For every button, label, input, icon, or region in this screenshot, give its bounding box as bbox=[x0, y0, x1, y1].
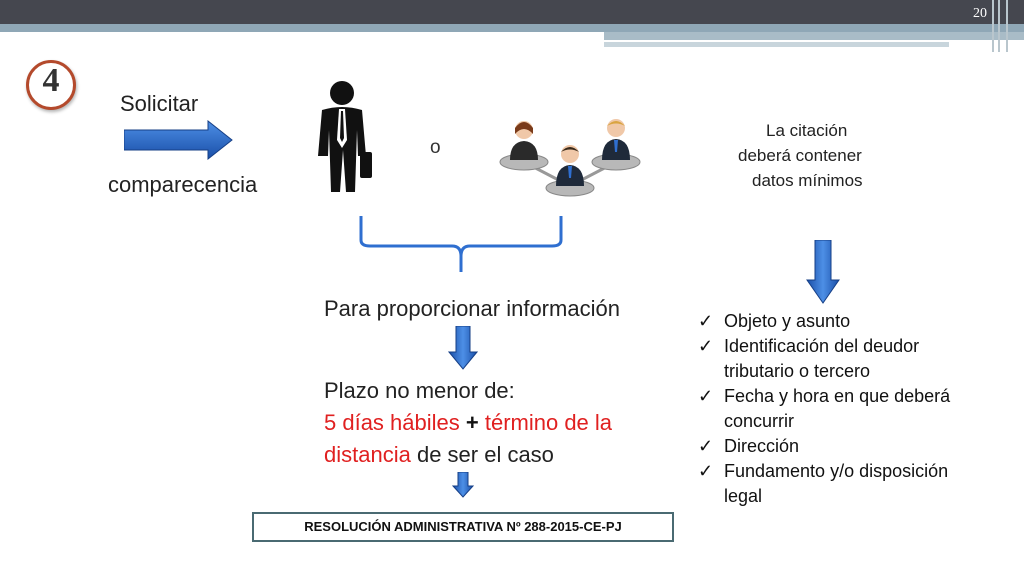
list-item: ✓ Identificación del deudor tributario o tercero bbox=[698, 336, 920, 381]
plazo-rest: de ser el caso bbox=[410, 442, 554, 467]
purpose-text: Para proporcionar información bbox=[324, 296, 620, 321]
slide-number: 20 bbox=[973, 6, 987, 21]
citation-heading-line2: deberá contener bbox=[738, 146, 862, 165]
checkmark-icon: ✓ bbox=[698, 386, 714, 406]
list-item: ✓ Dirección bbox=[698, 434, 968, 459]
checkmark-icon: ✓ bbox=[698, 311, 714, 331]
list-item: ✓ Fundamento y/o disposición legal bbox=[698, 461, 949, 506]
plazo-heading: Plazo no menor de: bbox=[324, 378, 515, 403]
citation-heading-line3: datos mínimos bbox=[752, 171, 863, 190]
solicitar-label: Solicitar bbox=[120, 91, 199, 116]
step-number: 4 bbox=[42, 62, 60, 99]
citation-requirements-list bbox=[698, 309, 968, 509]
citation-heading bbox=[738, 118, 918, 193]
list-item: ✓ Objeto y asunto bbox=[698, 309, 968, 334]
checkmark-icon: ✓ bbox=[698, 436, 714, 456]
down-arrow-icon bbox=[806, 240, 840, 304]
header-subbar bbox=[0, 24, 1024, 32]
plazo-termino: término de la bbox=[484, 410, 613, 435]
comparecencia-label: comparecencia bbox=[108, 172, 258, 197]
brace-icon bbox=[358, 214, 564, 276]
plazo-dias: 5 días hábiles bbox=[324, 410, 460, 435]
checkmark-icon: ✓ bbox=[698, 336, 714, 356]
list-item: ✓ Fecha y hora en que deberá concurrir bbox=[698, 386, 951, 431]
plazo-plus: + bbox=[459, 410, 485, 435]
header-divider bbox=[1006, 0, 1008, 52]
connector-o: o bbox=[430, 137, 441, 158]
checkmark-icon: ✓ bbox=[698, 461, 714, 481]
down-arrow-icon bbox=[452, 472, 474, 498]
header-accent-band-thin bbox=[604, 42, 949, 47]
plazo-line3 bbox=[324, 442, 554, 468]
header-accent-band bbox=[604, 32, 1024, 40]
businessman-icon bbox=[312, 80, 374, 198]
plazo-distancia: distancia bbox=[324, 442, 411, 467]
resolution-box: RESOLUCIÓN ADMINISTRATIVA Nº 288-2015-CE-PJ bbox=[252, 512, 674, 542]
group-people-icon bbox=[498, 112, 644, 200]
plazo-line2 bbox=[324, 410, 612, 436]
right-arrow-icon bbox=[124, 120, 234, 160]
down-arrow-icon bbox=[448, 326, 478, 370]
header-bar bbox=[0, 0, 1024, 24]
citation-heading-line1: La citación bbox=[766, 121, 848, 140]
